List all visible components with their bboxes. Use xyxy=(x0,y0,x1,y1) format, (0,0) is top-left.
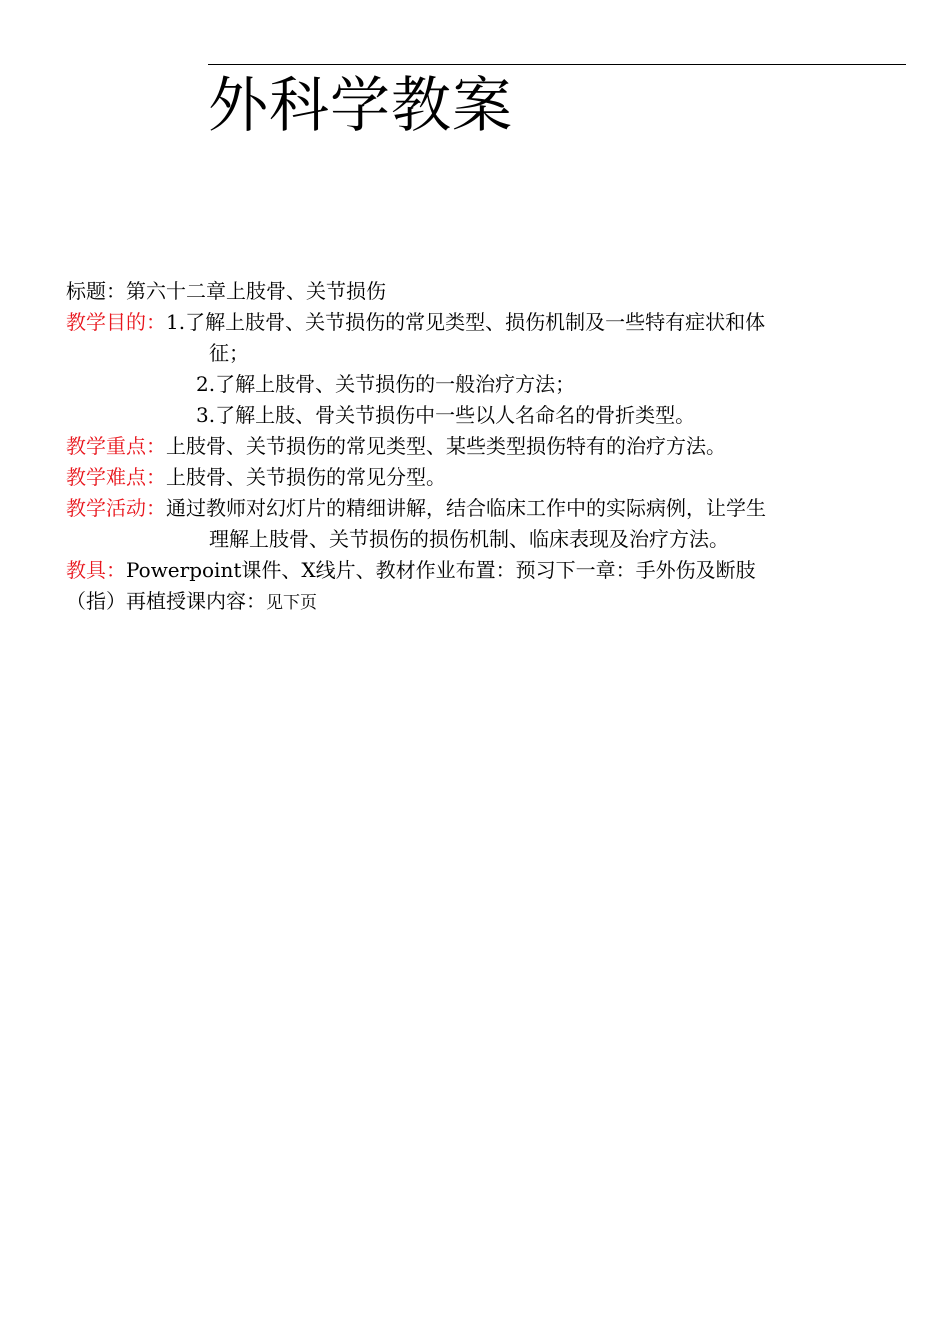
document-title: 外科学教案 xyxy=(208,71,513,141)
topic-line xyxy=(66,276,906,307)
tools-continuation xyxy=(66,586,906,617)
key-points-text: 上肢骨、关节损伤的常见类型、某些类型损伤特有的治疗方法。 xyxy=(166,434,726,458)
see-next-page-text: 见下页 xyxy=(266,593,317,613)
activities-line xyxy=(66,493,906,524)
lesson-plan-body xyxy=(66,276,906,617)
objective-1-text-wrap: 征； xyxy=(209,341,249,365)
difficulties-line xyxy=(66,462,906,493)
topic-text: 第六十二章上肢骨、关节损伤 xyxy=(126,279,386,303)
tools-label: 教具： xyxy=(66,558,126,582)
activities-text: 通过教师对幻灯片的精细讲解，结合临床工作中的实际病例，让学生 xyxy=(166,496,766,520)
tools-text: Powerpoint课件、X线片、教材作业布置：预习下一章：手外伤及断肢 xyxy=(126,558,756,582)
objective-3-line xyxy=(66,400,906,431)
objectives-label: 教学目的： xyxy=(66,310,166,334)
tools-line xyxy=(66,555,906,586)
objective-2-text: 2.了解上肢骨、关节损伤的一般治疗方法； xyxy=(196,372,576,396)
topic-label: 标题： xyxy=(66,279,126,303)
objectives-line xyxy=(66,307,906,338)
difficulties-label: 教学难点： xyxy=(66,465,166,489)
objective-3-text: 3.了解上肢、骨关节损伤中一些以人名命名的骨折类型。 xyxy=(196,403,696,427)
tools-text-wrap: （指）再植授课内容： xyxy=(66,589,266,613)
objective-1-continuation xyxy=(66,338,906,369)
key-points-line xyxy=(66,431,906,462)
activities-text-wrap: 理解上肢骨、关节损伤的损伤机制、临床表现及治疗方法。 xyxy=(209,527,729,551)
activities-continuation xyxy=(66,524,906,555)
difficulties-text: 上肢骨、关节损伤的常见分型。 xyxy=(166,465,446,489)
header-rule xyxy=(208,64,906,65)
key-points-label: 教学重点： xyxy=(66,434,166,458)
activities-label: 教学活动： xyxy=(66,496,166,520)
objective-1-text: 1.了解上肢骨、关节损伤的常见类型、损伤机制及一些特有症状和体 xyxy=(166,310,766,334)
objective-2-line xyxy=(66,369,906,400)
